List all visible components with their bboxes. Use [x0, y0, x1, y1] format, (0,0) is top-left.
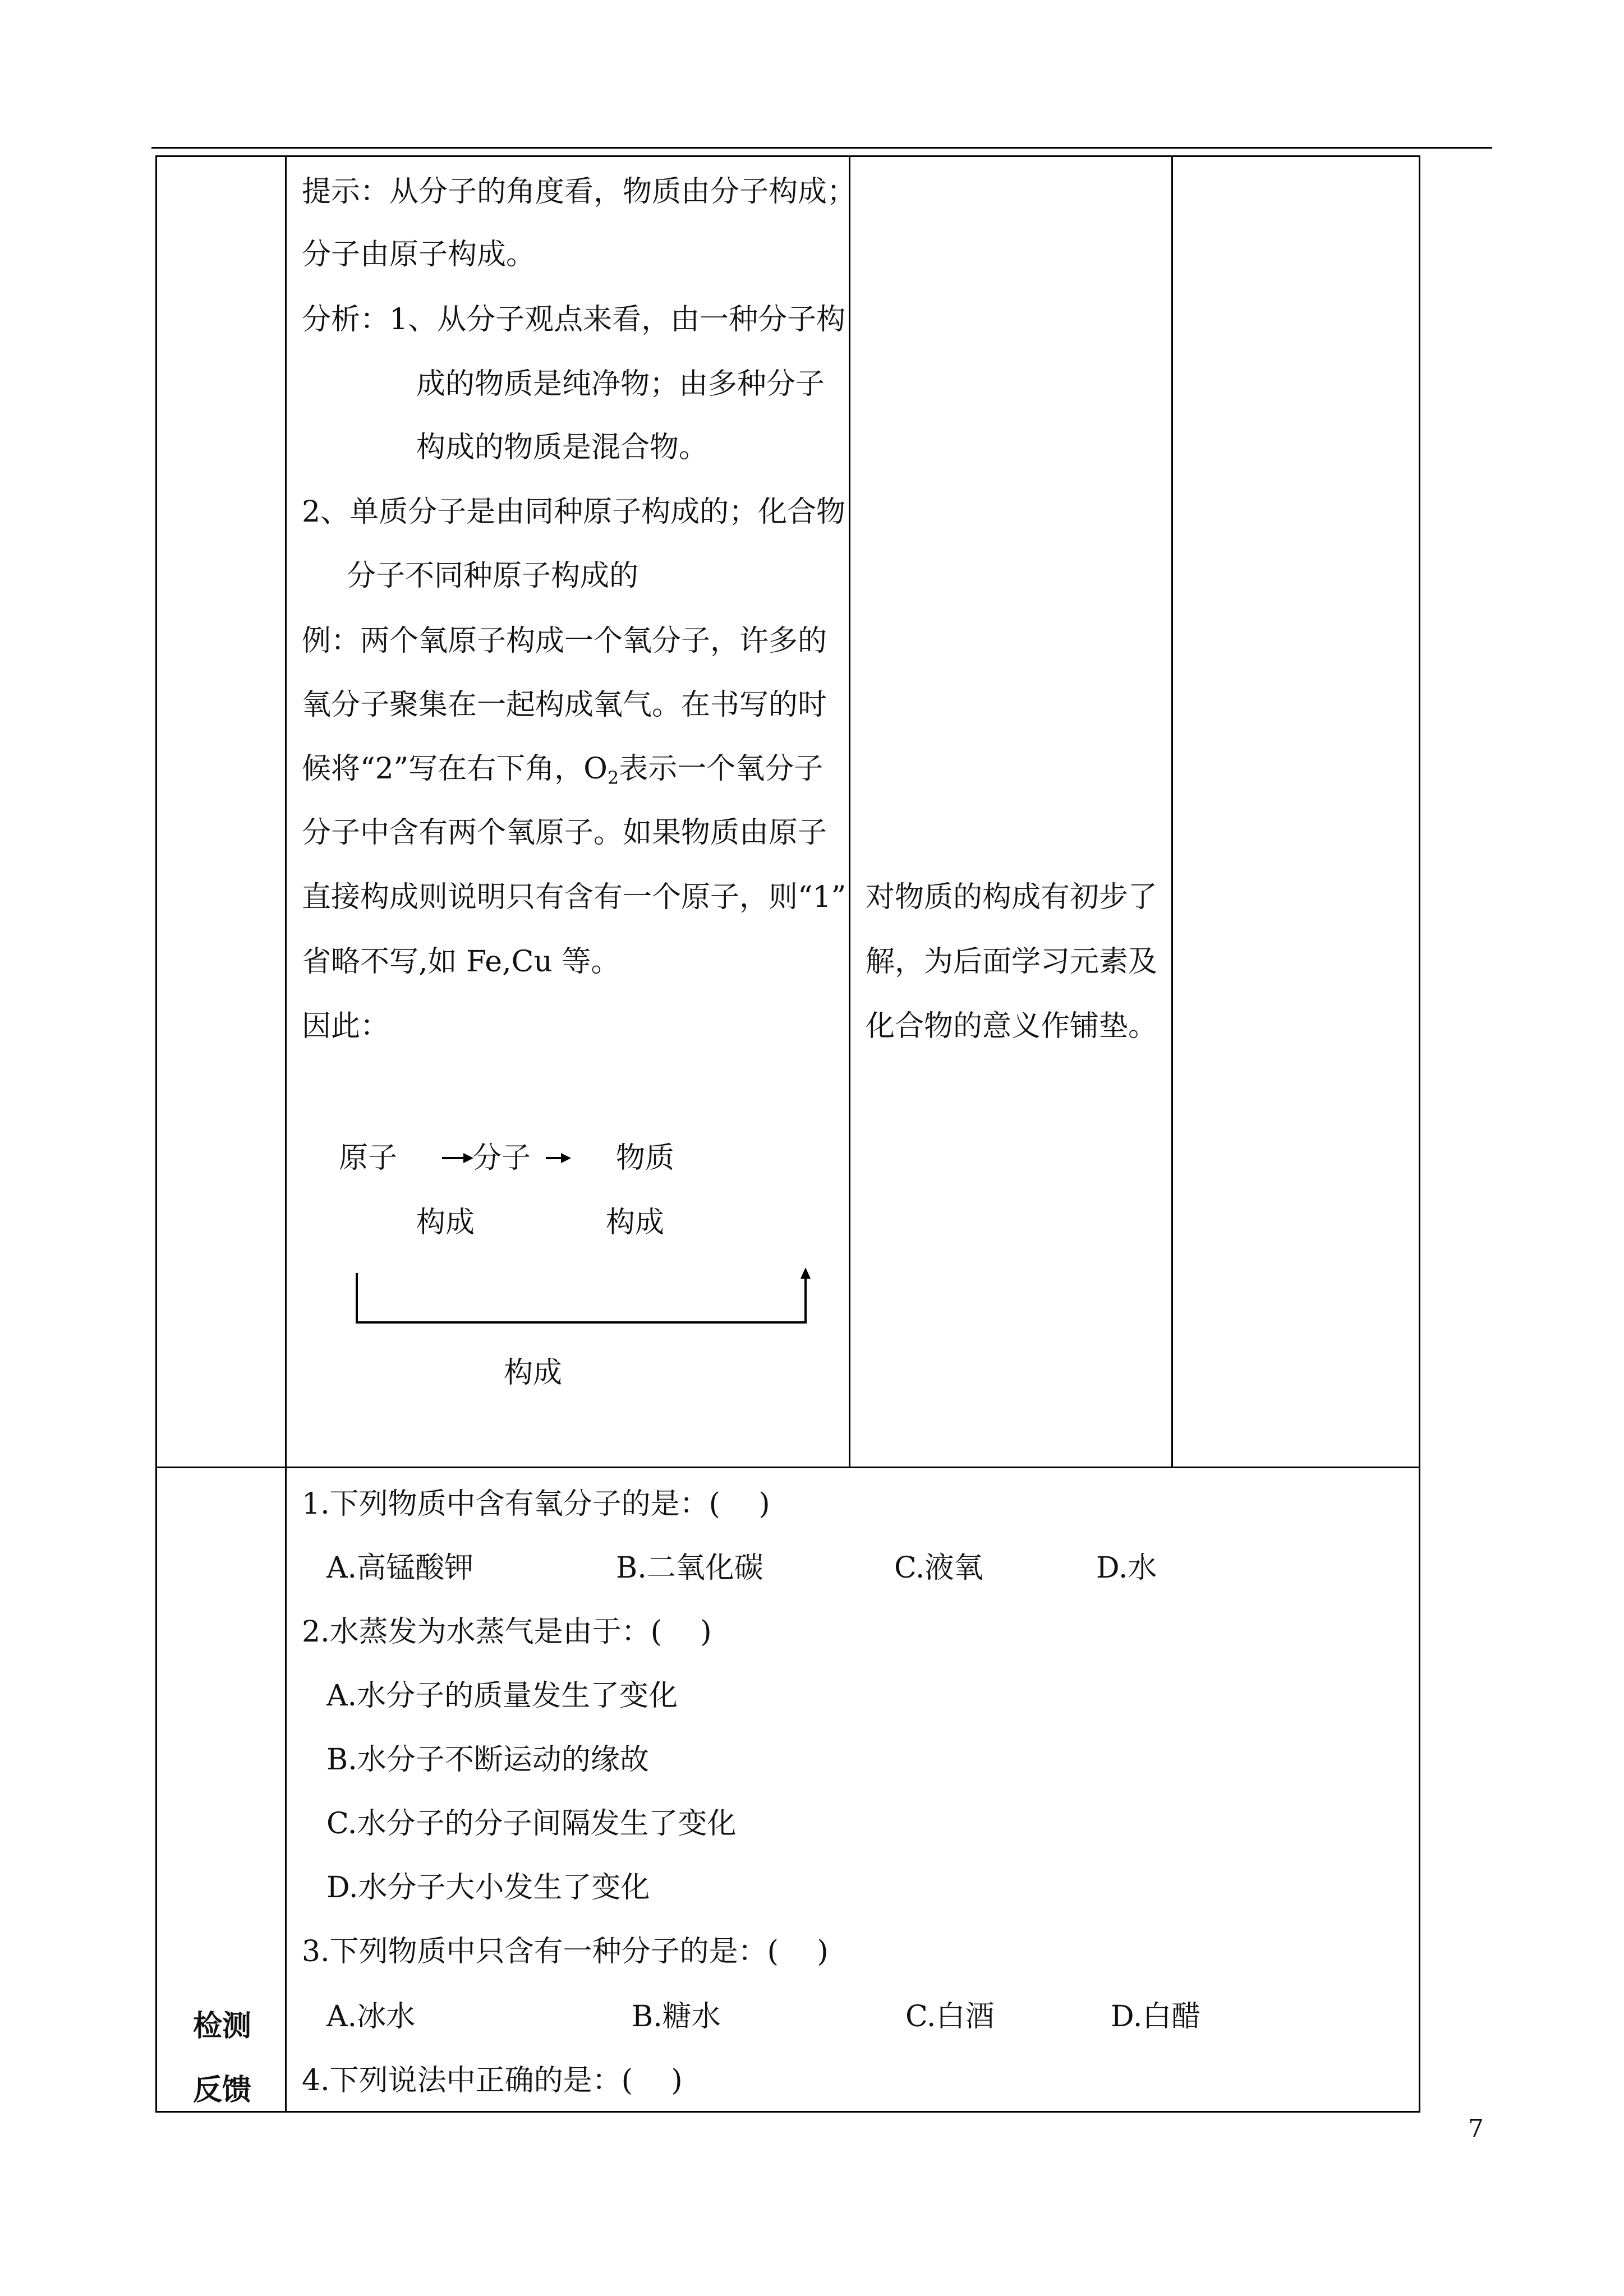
hint-line-1: 提示：从分子的角度看，物质由分子构成； [302, 175, 857, 209]
example-line-3-start: 候将“2”写在右下角，O [302, 752, 608, 786]
diagram-molecule: 分子 [472, 1141, 531, 1175]
hint-line-2: 分子由原子构成。 [302, 238, 536, 271]
question-3-option-c: C.白酒 [905, 2000, 995, 2034]
bracket-arrow-head [801, 1267, 811, 1279]
question-1-option-b: B.二氧化碳 [616, 1551, 763, 1585]
question-2: 2.水蒸发为水蒸气是由于：( ) [302, 1615, 712, 1649]
diagram-compose-bottom: 构成 [504, 1356, 563, 1390]
table-row-divider [155, 1467, 1420, 1468]
question-1: 1.下列物质中含有氧分子的是：( ) [302, 1487, 770, 1521]
question-2-option-b: B.水分子不断运动的缘故 [326, 1743, 649, 1777]
table-col-divider-2 [849, 155, 850, 1468]
example-line-3-end: 表示一个氧分子 [619, 752, 823, 786]
question-1-option-d: D.水 [1096, 1551, 1157, 1585]
example-line-1: 例：两个氧原子构成一个氧分子，许多的 [302, 624, 827, 658]
page-number: 7 [1468, 2114, 1484, 2143]
o2-subscript: 2 [607, 767, 619, 789]
table-left-border [155, 155, 157, 2113]
analysis-line-3: 构成的物质是混合物。 [416, 431, 709, 464]
feedback-label-line-2: 反馈 [193, 2073, 252, 2107]
table-col-divider-3 [1171, 155, 1173, 1468]
question-1-option-a: A.高锰酸钾 [326, 1551, 474, 1585]
intent-line-2: 解，为后面学习元素及 [866, 945, 1158, 979]
example-line-2: 氧分子聚集在一起构成氧气。在书写的时 [302, 688, 827, 722]
header-rule [151, 147, 1492, 149]
analysis-line-1: 分析：1、从分子观点来看，由一种分子构 [302, 303, 846, 336]
example-line-4: 分子中含有两个氧原子。如果物质由原子 [302, 816, 827, 850]
arrow-head-2 [561, 1153, 571, 1163]
table-col-divider-1 [285, 155, 287, 2113]
therefore-label: 因此： [302, 1009, 390, 1043]
question-4: 4.下列说法中正确的是：( ) [302, 2064, 683, 2097]
question-2-option-d: D.水分子大小发生了变化 [326, 1871, 650, 1905]
question-2-option-a: A.水分子的质量发生了变化 [326, 1679, 678, 1713]
analysis-line-4: 2、单质分子是由同种原子构成的；化合物 [302, 495, 846, 529]
question-3-option-d: D.白醋 [1111, 2000, 1201, 2034]
bracket-left-vertical [356, 1273, 358, 1324]
diagram-compose-2: 构成 [606, 1206, 665, 1239]
table-bottom-border [155, 2111, 1420, 2113]
diagram-substance: 物质 [616, 1141, 675, 1175]
arrow-atom-to-molecule [442, 1157, 464, 1159]
feedback-label-line-1: 检测 [193, 2009, 252, 2043]
example-line-5: 直接构成则说明只有含有一个原子，则“1” [302, 880, 846, 914]
table-right-border [1419, 155, 1420, 2113]
diagram-atom: 原子 [339, 1141, 398, 1175]
bracket-bottom [356, 1321, 807, 1324]
analysis-line-2: 成的物质是纯净物；由多种分子 [416, 367, 825, 401]
question-1-option-c: C.液氧 [894, 1551, 983, 1585]
example-line-6: 省略不写,如 Fe,Cu 等。 [302, 945, 620, 979]
question-3: 3.下列物质中只含有一种分子的是：( ) [302, 1935, 829, 1968]
bracket-right-vertical [804, 1278, 807, 1324]
intent-line-3: 化合物的意义作铺垫。 [866, 1009, 1158, 1043]
question-2-option-c: C.水分子的分子间隔发生了变化 [326, 1807, 737, 1841]
diagram-compose-1: 构成 [416, 1206, 475, 1239]
example-line-3 [302, 752, 823, 789]
intent-line-1: 对物质的构成有初步了 [866, 880, 1158, 914]
question-3-option-b: B.糖水 [632, 2000, 721, 2034]
arrow-molecule-to-substance [546, 1157, 562, 1159]
analysis-line-5: 分子不同种原子构成的 [347, 559, 639, 593]
question-3-option-a: A.冰水 [326, 2000, 416, 2034]
table-top-border [155, 155, 1420, 157]
